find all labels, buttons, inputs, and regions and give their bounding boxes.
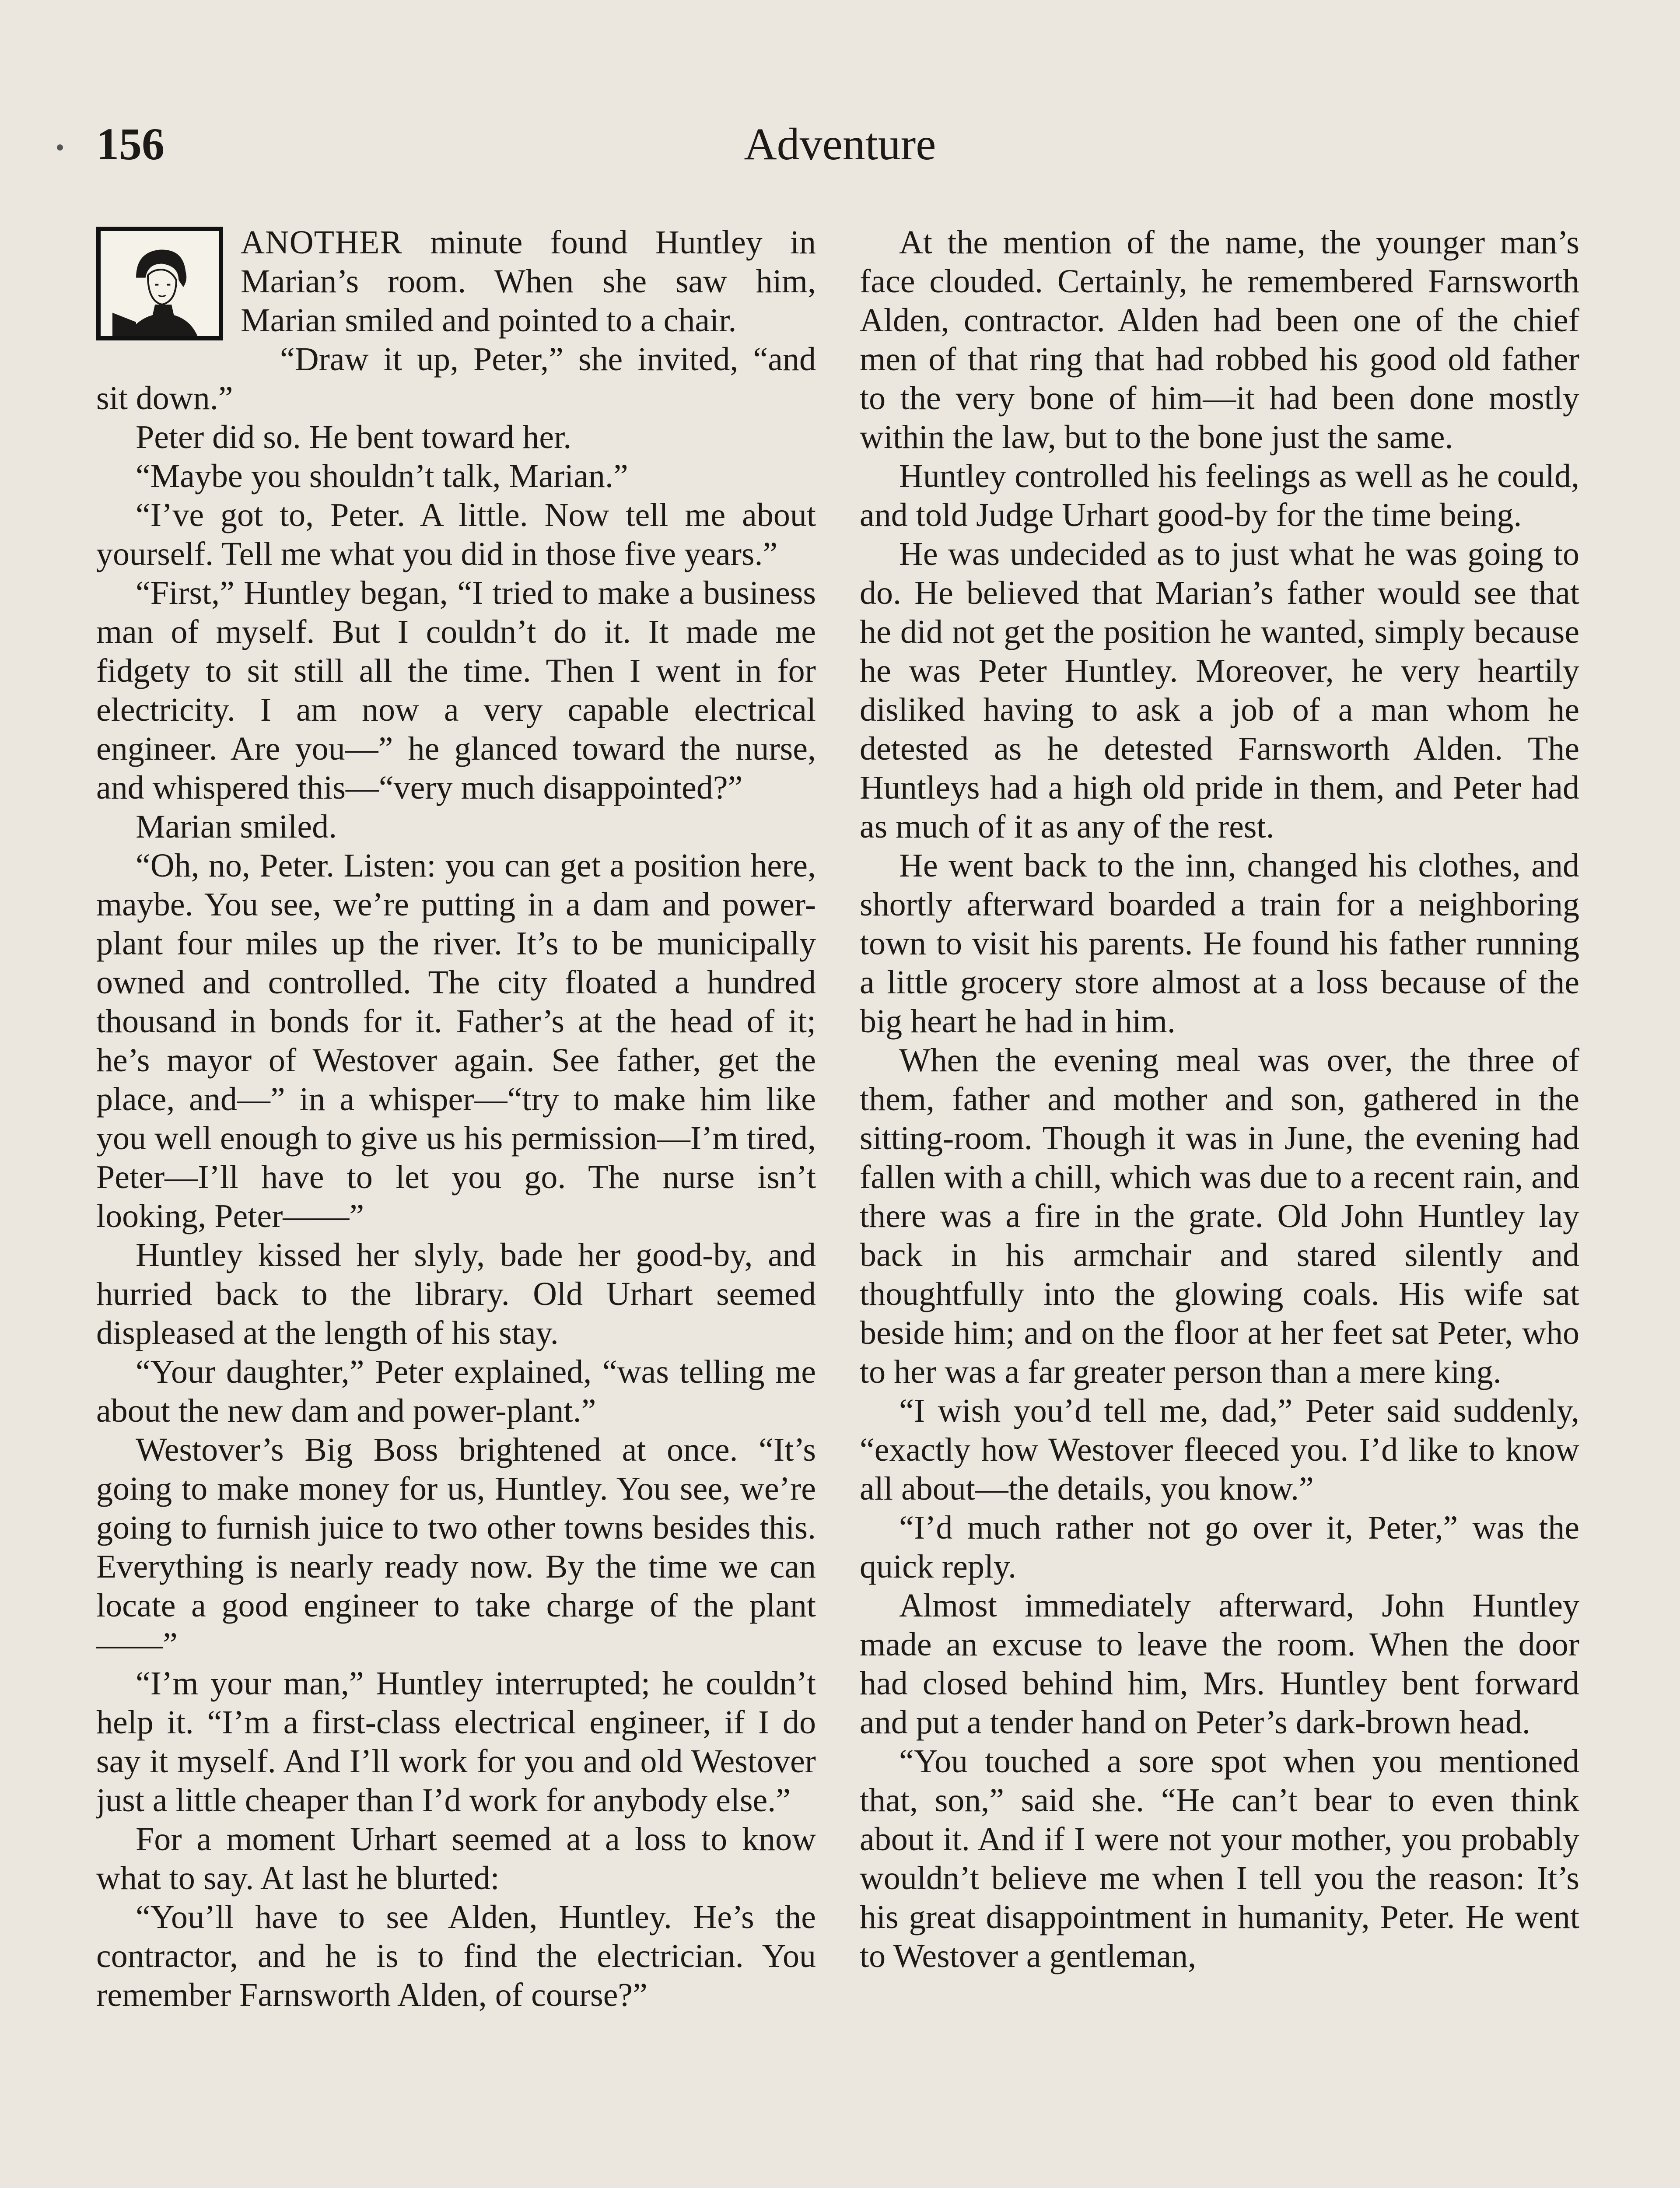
paragraph: At the mention of the name, the younger man’s face clouded. Certainly, he remembered Farnsworth Alden, contractor. Alden had been one of the chief men of that ring that had robbed his good old father to the very bone of him—it had been done mostly within the law, but to the bone just the same.: [860, 224, 1579, 456]
paragraph: “Maybe you shouldn’t talk, Marian.”: [136, 458, 628, 494]
woman-portrait-icon: [96, 227, 223, 340]
paragraph: “I’ve got to, Peter. A little. Now tell me about yourself. Tell me what you did in those five years.”: [96, 497, 816, 572]
left-column: [96, 223, 816, 2188]
paragraph: Huntley kissed her slyly, bade her good-by, and hurried back to the library. Old Urhart seemed displeased at the length of his stay.: [96, 1237, 816, 1351]
page-header: [88, 118, 1592, 184]
print-speck: [57, 144, 63, 151]
paragraph: “Your daughter,” Peter explained, “was telling me about the new dam and power-plant.”: [96, 1353, 816, 1429]
paragraph: When the evening meal was over, the three of them, father and mother and son, gathered in the sitting-room. Though it was in June, the evening had fallen with a chill, which was due to a recent rain, and there was a fire in the grate. Old John Huntley lay back in his armchair and stared silently and thoughtfully into the glowing coals. His wife sat beside him; and on the floor at her feet sat Peter, who to her was a far greater person than a mere king.: [860, 1042, 1579, 1390]
right-column: [860, 223, 1579, 2188]
paragraph: Peter did so. He bent toward her.: [136, 419, 572, 456]
paragraph: “You’ll have to see Alden, Huntley. He’s the contractor, and he is to find the electrician. You remember Farnsworth Alden, of course?”: [96, 1899, 816, 2013]
paragraph: Almost immediately afterward, John Huntley made an excuse to leave the room. When the door had closed behind him, Mrs. Huntley bent forward and put a tender hand on Peter’s dark-brown head.: [860, 1587, 1579, 1741]
paragraph: Huntley controlled his feelings as well as he could, and told Judge Urhart good-by for the time being.: [860, 458, 1579, 533]
paragraph: “Draw it up, Peter,” she invited, “and sit down.”: [96, 341, 816, 417]
text-columns: [96, 223, 1584, 2188]
paragraph: He went back to the inn, changed his clothes, and shortly afterward boarded a train for a neighboring town to visit his parents. He found his father running a little grocery store almost at a loss because of the big heart he had in him.: [860, 847, 1579, 1040]
paragraph: “I wish you’d tell me, dad,” Peter said suddenly, “exactly how Westover fleeced you. I’d like to know all about—the details, you know.”: [860, 1392, 1579, 1507]
paragraph: “Oh, no, Peter. Listen: you can get a position here, maybe. You see, we’re putting in a dam and power-plant four miles up the river. It’s to be municipally owned and controlled. The city floated a hundred thousand in bonds for it. Father’s at the head of it; he’s mayor of Westover again. See father, get the place, and—” in a whisper—“try to make him like you well enough to give us his permission—I’m tired, Peter—I’ll have to let you go. The nurse isn’t looking, Peter——”: [96, 847, 816, 1234]
paragraph: “First,” Huntley began, “I tried to make a business man of myself. But I couldn’t do it. It made me fidgety to sit still all the time. Then I went in for electricity. I am now a very capable electrical engineer. Are you—” he glanced toward the nurse, and whispered this—“very much disappointed?”: [96, 575, 816, 806]
paragraph: He was undecided as to just what he was going to do. He believed that Marian’s father would see that he did not get the position he wanted, simply because he was Peter Huntley. Moreover, he very heartily disliked having to ask a job of a man whom he detested as he detested Farnsworth Alden. The Huntleys had a high old pride in them, and Peter had as much of it as any of the rest.: [860, 536, 1579, 845]
opening-text: minute found Huntley in Marian’s room. When she saw him, Marian smiled and pointed to a chair.: [241, 224, 816, 339]
paragraph: For a moment Urhart seemed at a loss to know what to say. At last he blurted:: [96, 1821, 816, 1897]
paragraph: “You touched a sore spot when you mentioned that, son,” said she. “He can’t bear to even think about it. And if I were not your mother, you probably wouldn’t believe me when I tell you the reason: It’s his great disappointment in humanity, Peter. He went to Westover a gentleman,: [860, 1743, 1579, 1974]
paragraph: Marian smiled.: [136, 808, 337, 845]
paragraph: “I’m your man,” Huntley interrupted; he couldn’t help it. “I’m a first-class electrical engineer, if I do say it myself. And I’ll work for you and old Westover just a little cheaper than I’d work for anybody else.”: [96, 1665, 816, 1819]
paragraph: Westover’s Big Boss brightened at once. “It’s going to make money for us, Huntley. You see, we’re going to furnish juice to two other towns besides this. Everything is nearly ready now. By the time we can locate a good engineer to take charge of the plant——”: [96, 1431, 816, 1663]
page-number: 156: [96, 119, 164, 169]
paragraph: “I’d much rather not go over it, Peter,” was the quick reply.: [860, 1509, 1579, 1585]
opening-word: ANOTHER: [241, 224, 403, 261]
running-title: Adventure: [744, 119, 936, 169]
